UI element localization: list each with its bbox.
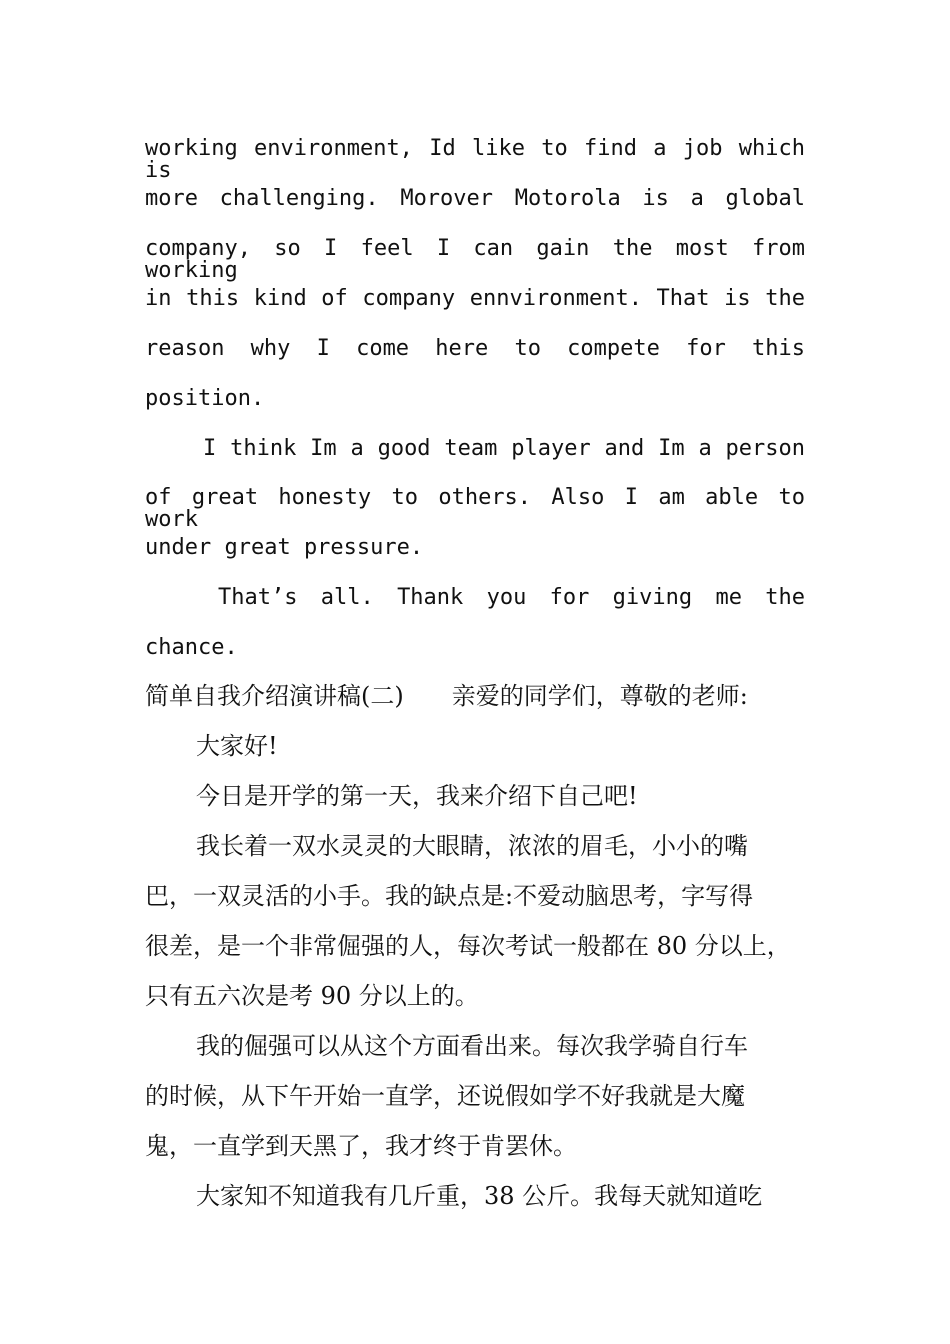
text-line: in this kind of company ennvironment. That is the (145, 286, 805, 311)
text-line: more challenging. Morover Motorola is a global (145, 186, 805, 211)
text-line: 大家知不知道我有几斤重，38 公斤。我每天就知道吃 (196, 1182, 763, 1210)
section-heading: 简单自我介绍演讲稿(二) 亲爱的同学们，尊敬的老师: (145, 682, 748, 710)
greeting-text: 大家好! (196, 732, 278, 760)
text-line: 的时候，从下午开始一直学，还说假如学不好我就是大魔 (145, 1082, 745, 1110)
text-line: 很差，是一个非常倔强的人，每次考试一般都在 80 分以上， (145, 932, 791, 960)
text-line: 只有五六次是考 90 分以上的。 (145, 982, 479, 1010)
text-line: position. (145, 386, 265, 411)
text-line: 鬼，一直学到天黑了，我才终于肯罢休。 (145, 1132, 577, 1160)
text-line: 今日是开学的第一天，我来介绍下自己吧! (196, 782, 638, 810)
text-line: working environment, Id like to find a job which is (145, 136, 805, 183)
text-line: 我的倔强可以从这个方面看出来。每次我学骑自行车 (196, 1032, 748, 1060)
text-line: under great pressure. (145, 535, 424, 560)
text-line: chance. (145, 635, 238, 660)
text-line: 巴，一双灵活的小手。我的缺点是:不爱动脑思考，字写得 (145, 882, 754, 910)
text-line: company, so I feel I can gain the most from working (145, 236, 805, 283)
text-line: of great honesty to others. Also I am able to work (145, 485, 805, 532)
text-line: reason why I come here to compete for this (145, 336, 805, 361)
text-line: That’s all. Thank you for giving me the (218, 585, 805, 610)
text-line: I think Im a good team player and Im a person (203, 436, 805, 461)
text-line: 我长着一双水灵灵的大眼睛，浓浓的眉毛，小小的嘴 (196, 832, 748, 860)
